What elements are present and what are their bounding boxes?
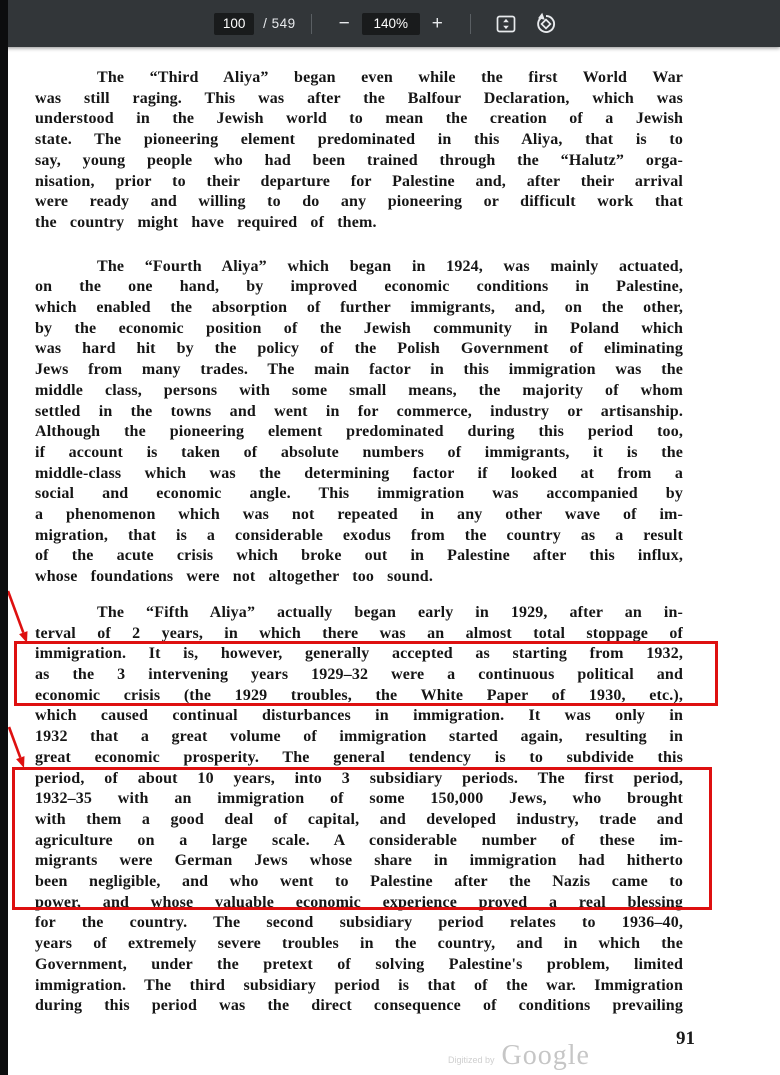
text-line: by the economic position of the Jewish community in Poland which xyxy=(35,319,683,337)
text-line: nisation, prior to their departure for Palestine and, after their arrival xyxy=(35,172,683,190)
text-line: immigration. The third subsidiary period is that of the war. Immigration xyxy=(35,976,683,994)
page-number: 91 xyxy=(676,1028,695,1049)
text-line: Government, under the pretext of solving Palestine's problem, limited xyxy=(35,955,683,973)
fit-to-page-button[interactable] xyxy=(493,11,519,37)
page-count-label: / 549 xyxy=(263,16,296,31)
text-line: with them a good deal of capital, and developed industry, trade and xyxy=(35,810,683,828)
highlight-box-1 xyxy=(14,641,718,706)
text-line: The “Fifth Aliya” actually began early in 1929, after an in- xyxy=(97,603,683,621)
text-line: 1932–35 with an immigration of some 150,000 Jews, who brought xyxy=(35,790,683,808)
text-line: Although the pioneering element predominated during this period too, xyxy=(35,423,683,441)
watermark-prefix: Digitized by xyxy=(448,1055,495,1065)
text-line: terval of 2 years, in which there was an almost total stoppage of xyxy=(35,624,683,642)
text-line: middle class, persons with some small means, the majority of whom xyxy=(35,381,683,399)
text-line: which enabled the absorption of further immigrants, and, on the other, xyxy=(35,299,683,317)
text-line: state. The pioneering element predominated in this Aliya, that is to xyxy=(35,131,683,149)
fit-to-page-icon xyxy=(493,11,519,37)
text-line: during this period was the direct consequence of conditions prevailing xyxy=(35,997,683,1015)
text-line: a phenomenon which was not repeated in any other wave of im- xyxy=(35,506,683,524)
text-line: economic crisis (the 1929 troubles, the White Paper of 1930, etc.), xyxy=(35,686,683,704)
watermark xyxy=(448,1042,590,1070)
text-line: was still raging. This was after the Balfour Declaration, which was xyxy=(35,89,683,107)
text-line: years of extremely severe troubles in the country, and in which the xyxy=(35,935,683,953)
text-line: The “Third Aliya” began even while the first World War xyxy=(97,69,683,86)
paragraph xyxy=(35,68,683,234)
text-line: were ready and willing to do any pioneering or difficult work that xyxy=(35,193,683,211)
toolbar-divider xyxy=(311,14,312,34)
text-line: understood in the Jewish world to mean the creation of a Jewish xyxy=(35,110,683,128)
text-line: whose foundations were not altogether too sound. xyxy=(35,568,433,586)
text-line: as the 3 intervening years 1929–32 were a continuous political and xyxy=(35,665,683,683)
zoom-in-button[interactable]: + xyxy=(426,14,449,33)
page-number-input[interactable] xyxy=(214,13,254,35)
text-line: of the acute crisis which broke out in Palestine after this influx, xyxy=(35,547,683,565)
page-left-edge xyxy=(0,0,8,1075)
text-line: middle-class which was the determining factor if looked at from a xyxy=(35,464,683,482)
text-line: 1932 that a great volume of immigration started again, resulting in xyxy=(35,728,683,746)
text-line: migration, that is a considerable exodus from the country as a result xyxy=(35,526,683,544)
text-line: migrants were German Jews whose share in immigration had hitherto xyxy=(35,852,683,870)
text-line: power, and whose valuable economic experience proved a real blessing xyxy=(35,893,683,911)
zoom-level-input[interactable] xyxy=(362,13,420,35)
text-line: settled in the towns and went in for commerce, industry or artisanship. xyxy=(35,402,683,420)
text-line: on the one hand, by improved economic conditions in Palestine, xyxy=(35,278,683,296)
zoom-out-button[interactable]: − xyxy=(333,14,356,33)
text-line: agriculture on a large scale. A considerable number of these im- xyxy=(35,831,683,849)
rotate-counterclockwise-icon xyxy=(533,11,559,37)
highlight-box-2 xyxy=(12,767,712,910)
rotate-button[interactable] xyxy=(533,11,559,37)
text-line: The “Fourth Aliya” which began in 1924, was mainly actuated, xyxy=(97,257,683,275)
text-line: immigration. It is, however, generally accepted as starting from 1932, xyxy=(35,645,683,663)
pdf-toolbar xyxy=(0,0,780,47)
text-line: if account is taken of absolute numbers of immigrants, it is the xyxy=(35,443,683,461)
text-line: which caused continual disturbances in immigration. It was only in xyxy=(35,707,683,725)
text-line: been negligible, and who went to Palestine after the Nazis came to xyxy=(35,873,683,891)
text-line: for the country. The second subsidiary period relates to 1936–40, xyxy=(35,914,683,932)
toolbar-divider xyxy=(470,14,471,34)
text-line: great economic prosperity. The general tendency is to subdivide this xyxy=(35,748,683,766)
toolbar-controls xyxy=(214,11,566,37)
text-line: social and economic angle. This immigration was accompanied by xyxy=(35,485,683,503)
text-line: period, of about 10 years, into 3 subsidiary periods. The first period, xyxy=(35,769,683,787)
text-line: Jews from many trades. The main factor in this immigration was the xyxy=(35,361,683,379)
text-line: was hard hit by the policy of the Polish Government of eliminating xyxy=(35,340,683,358)
paragraph xyxy=(35,257,683,588)
google-logo: Google xyxy=(501,1040,590,1071)
text-line: the country might have required of them. xyxy=(35,213,377,231)
text-line: say, young people who had been trained through the “Halutz” orga- xyxy=(35,151,683,169)
